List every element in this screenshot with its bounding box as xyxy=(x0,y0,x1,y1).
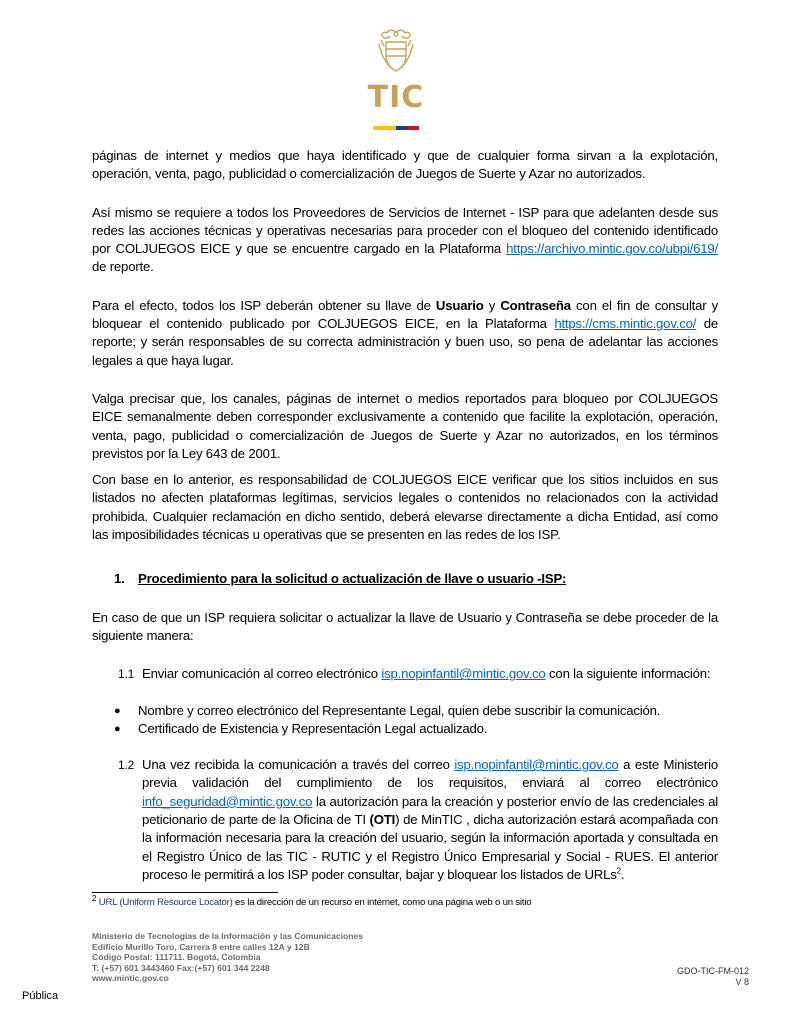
footnote-text: es la dirección de un recurso en internet, como una página web o un sitio xyxy=(232,897,532,908)
coat-of-arms-icon xyxy=(375,28,417,74)
paragraph-2 xyxy=(92,204,718,277)
section-heading xyxy=(114,570,718,588)
isp-email-link[interactable]: isp.nopinfantil@mintic.gov.co xyxy=(381,666,546,682)
isp-email-link-2[interactable]: isp.nopinfantil@mintic.gov.co xyxy=(454,757,619,773)
doc-version: V 8 xyxy=(735,977,749,987)
classification-label: Pública xyxy=(22,990,59,1002)
step-1-2 xyxy=(92,756,718,884)
footnote-ref: 2 xyxy=(616,866,621,876)
footer-website: www.mintic.gov.co xyxy=(92,973,169,983)
bullet-1-text: Nombre y correo electrónico del Representante Legal, quien debe suscribir la comunicación. xyxy=(138,702,661,718)
footnote xyxy=(92,893,532,908)
footnote-divider xyxy=(92,892,278,893)
contrasena-bold: Contraseña xyxy=(500,297,571,313)
paragraph-3-text: Para el efecto, todos los ISP deberán obtener su llave de xyxy=(92,297,436,313)
doc-code: GDO-TIC-FM-012 xyxy=(677,966,749,976)
heading-text: Procedimiento para la solicitud o actualización de llave o usuario -ISP: xyxy=(138,571,567,587)
flag-stripe xyxy=(373,126,419,130)
step-1-2-end: . xyxy=(620,866,625,882)
mintic-logo xyxy=(360,28,432,136)
paragraph-1: páginas de internet y medios que haya identificado y que de cualquier forma sirvan a la explotación, operación, venta, pago, publicidad o comercialización de Juegos de Suerte y Azar no autorizados. xyxy=(92,148,718,182)
flag-yellow xyxy=(373,126,396,130)
oti-bold: (OTI xyxy=(369,812,396,828)
document-code xyxy=(677,966,749,988)
step-1-2-lead: Una vez recibida la comunicación a través del correo xyxy=(142,757,455,773)
paragraph-6: En caso de que un ISP requiera solicitar o actualizar la llave de Usuario y Contraseña se debe proceder de la siguiente manera: xyxy=(92,609,718,643)
footer-ministry: Ministerio de Tecnologías de la Información y las Comunicaciones xyxy=(92,931,364,941)
paragraph-5: Con base en lo anterior, es responsabilidad de COLJUEGOS EICE verificar que los sitios incluidos en sus listados no afecten plataformas legítimas, servicios legales o contenidos no relacionados con la actividad prohibida. Cualquier reclamación en dicho sentido, deberá elevarse directamente a dicha Entidad, así como las imposibilidades técnicas u operativas que se presenten en las redes de los ISP. xyxy=(92,472,718,543)
footer-address xyxy=(92,931,363,984)
footer-postal: Código Postal: 111711. Bogotá, Colombia xyxy=(92,952,261,962)
footer-building: Edificio Murillo Toro, Carrera 8 entre calles 12A y 12B xyxy=(92,941,310,952)
bullet-icon: ● xyxy=(114,722,121,735)
step-1-1 xyxy=(92,665,718,683)
flag-blue xyxy=(396,126,408,130)
usuario-bold: Usuario xyxy=(435,297,484,313)
bullet-icon: ● xyxy=(114,704,121,717)
footnote-term: URL (Uniform Resource Locator) xyxy=(98,897,233,908)
paragraph-3-mid: con el fin de consultar y bloquear el contenido publicado por COLJUEGOS EICE, en la Plataforma xyxy=(92,297,719,332)
cms-link[interactable]: https://cms.mintic.gov.co/ xyxy=(554,316,697,332)
step-1-1-lead: Enviar comunicación al correo electrónico xyxy=(142,666,382,682)
seguridad-email-link[interactable]: info_seguridad@mintic.gov.co xyxy=(142,793,313,809)
logo-text: TIC xyxy=(367,80,425,115)
archivo-link[interactable]: https://archivo.mintic.gov.co/ubpi/619/ xyxy=(506,241,718,257)
footnote-number: 2 xyxy=(92,893,97,903)
step-1-1-number: 1.1 xyxy=(118,667,135,682)
list-item xyxy=(114,720,718,738)
paragraph-3-and: y xyxy=(483,297,501,313)
list-item xyxy=(114,702,718,720)
flag-red xyxy=(408,126,419,130)
paragraph-2-end: de reporte. xyxy=(92,259,154,275)
step-1-2-mid-2: la autorización para la creación y posterior envío de las credenciales al peticionario de parte de la Oficina de TI xyxy=(142,793,718,828)
step-1-2-text xyxy=(142,756,718,884)
step-1-2-number: 1.2 xyxy=(118,758,135,773)
paragraph-2-text: Así mismo se requiere a todos los Proveedores de Servicios de Internet - ISP para que adelanten desde sus redes las acciones técnicas y operativas necesarias para proceder con el bloqueo del contenido identificado por COLJUEGOS EICE y que se encuentre cargado en la Plataforma xyxy=(92,204,718,257)
step-1-1-tail: con la siguiente información: xyxy=(545,666,711,682)
step-1-2-mid: a este Ministerio previa validación del cumplimiento de los requisitos, enviará al correo electrónico xyxy=(142,757,718,791)
paragraph-3-end: de reporte; y serán responsables de su correcta administración y buen uso, so pena de adelantar las acciones legales a que haya lugar. xyxy=(92,316,718,368)
heading-number: 1. xyxy=(114,571,125,587)
bullet-2-text: Certificado de Existencia y Representación Legal actualizado. xyxy=(138,720,488,736)
step-1-1-text xyxy=(142,665,718,683)
step-1-2-tail: ) de MinTIC , dicha autorización estará acompañada con la información necesaria para la creación del usuario, según la información aportada y consultada en el Registro Único de las TIC - RUTIC y el Registro Único Empresarial y Social - RUES. El anterior proceso le permitirá a los ISP poder consultar, bajar y bloquear los listados de URLs xyxy=(142,812,718,882)
document-body xyxy=(92,147,718,884)
paragraph-3 xyxy=(92,297,718,370)
footer-phone: T: (+57) 601 3443460 Fax:(+57) 601 344 2248 xyxy=(92,962,270,973)
paragraph-4: Valga precisar que, los canales, páginas de internet o medios reportados para bloqueo por COLJUEGOS EICE semanalmente deben corresponder exclusivamente a contenido que facilite la explotación, operación, venta, pago, publicidad o comercialización de Juegos de Suerte y Azar no autorizados, en los términos previstos por la Ley 643 de 2001. xyxy=(92,390,718,461)
